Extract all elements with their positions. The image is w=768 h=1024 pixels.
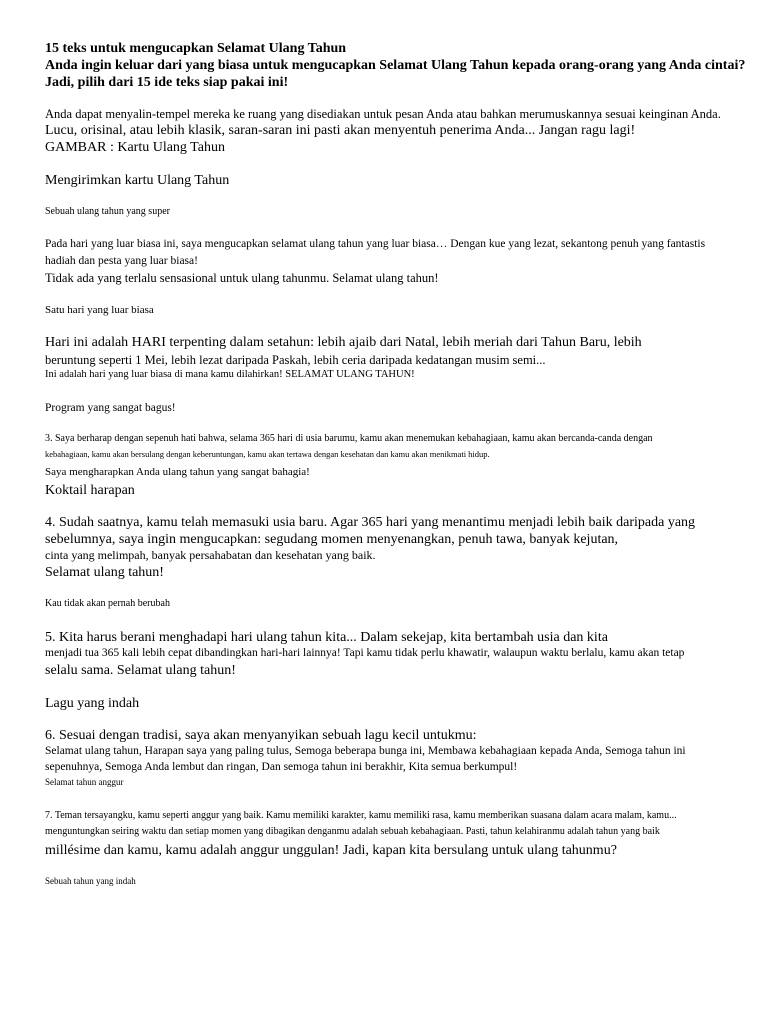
item-title: Satu hari yang luar biasa [45, 304, 154, 316]
item-text-line: Saya mengharapkan Anda ulang tahun yang sangat bahagia! [45, 466, 310, 478]
document-subtitle: Jadi, pilih dari 15 ide teks siap pakai ini! [45, 75, 289, 90]
item-title: Lagu yang indah [45, 696, 140, 711]
item-text-line: Selamat ulang tahun! [45, 565, 164, 580]
intro-paragraph: Lucu, orisinal, atau lebih klasik, saran-saran ini pasti akan menyentuh penerima Anda... Jangan ragu lagi! [45, 123, 636, 138]
item-text-line: millésime dan kamu, kamu adalah anggur unggulan! Jadi, kapan kita bersulang untuk ulang tahunmu? [45, 843, 617, 858]
item-text-line: sepenuhnya, Semoga Anda lembut dan ringan, Dan semoga tahun ini berakhir, Kita semua berkumpul! [45, 761, 518, 773]
item-title: Koktail harapan [45, 483, 135, 498]
item-text-line: Hari ini adalah HARI terpenting dalam setahun: lebih ajaib dari Natal, lebih meriah dari Tahun Baru, lebih [45, 335, 642, 350]
item-text-line: Tidak ada yang terlalu sensasional untuk ulang tahunmu. Selamat ulang tahun! [45, 271, 439, 285]
item-text-line: sebelumnya, saya ingin mengucapkan: segudang momen menyenangkan, penuh tawa, banyak kejutan, [45, 532, 619, 547]
item-text-line: 4. Sudah saatnya, kamu telah memasuki usia baru. Agar 365 hari yang menantimu menjadi lebih baik daripada yang [45, 515, 696, 530]
item-text-line: Pada hari yang luar biasa ini, saya mengucapkan selamat ulang tahun yang luar biasa… Dengan kue yang lezat, sekantong penuh yang fantastis [45, 238, 706, 250]
document-subtitle: Anda ingin keluar dari yang biasa untuk mengucapkan Selamat Ulang Tahun kepada orang-orang yang Anda cintai? [45, 58, 746, 73]
document-title: 15 teks untuk mengucapkan Selamat Ulang Tahun [45, 41, 347, 56]
item-text-line: 3. Saya berharap dengan sepenuh hati bahwa, selama 365 hari di usia barumu, kamu akan menemukan kebahagiaan, kamu akan bercanda-canda dengan [45, 433, 653, 444]
item-text-line: beruntung seperti 1 Mei, lebih lezat daripada Paskah, lebih ceria daripada kedatangan musim semi... [45, 353, 546, 367]
item-text-line: 7. Teman tersayangku, kamu seperti anggur yang baik. Kamu memiliki karakter, kamu memiliki rasa, kamu memberikan suasana dalam acara malam, kamu... [45, 810, 677, 821]
item-title: Kau tidak akan pernah berubah [45, 598, 170, 609]
item-title: Program yang sangat bagus! [45, 402, 176, 414]
item-title: Sebuah ulang tahun yang super [45, 206, 170, 217]
item-text-line: 6. Sesuai dengan tradisi, saya akan menyanyikan sebuah lagu kecil untukmu: [45, 728, 477, 743]
item-text-line: cinta yang melimpah, banyak persahabatan dan kesehatan yang baik. [45, 549, 376, 562]
item-text-line: kebahagiaan, kamu akan bersulang dengan keberuntungan, kamu akan tertawa dengan kesehatan dan kamu akan menikmati hidup. [45, 450, 490, 459]
item-title: Sebuah tahun yang indah [45, 876, 136, 886]
item-text-line: selalu sama. Selamat ulang tahun! [45, 663, 236, 678]
item-text-line: menjadi tua 365 kali lebih cepat dibandingkan hari-hari lainnya! Tapi kamu tidak perlu khawatir, walaupun waktu berlalu, kamu akan tetap [45, 647, 685, 659]
image-caption: GAMBAR : Kartu Ulang Tahun [45, 140, 225, 155]
item-text-line: Selamat ulang tahun, Harapan saya yang paling tulus, Semoga beberapa bunga ini, Membawa kebahagiaan kepada Anda, Semoga tahun ini [45, 745, 686, 757]
item-text-line: Ini adalah hari yang luar biasa di mana kamu dilahirkan! SELAMAT ULANG TAHUN! [45, 369, 415, 380]
item-title: Selamat tahun anggur [45, 777, 124, 787]
item-text-line: hadiah dan pesta yang luar biasa! [45, 255, 198, 267]
intro-paragraph: Anda dapat menyalin-tempel mereka ke ruang yang disediakan untuk pesan Anda atau bahkan merumuskannya sesuai keinginan Anda. [45, 107, 721, 121]
section-heading: Mengirimkan kartu Ulang Tahun [45, 173, 230, 188]
item-text-line: 5. Kita harus berani menghadapi hari ulang tahun kita... Dalam sekejap, kita bertambah usia dan kita [45, 630, 608, 645]
item-text-line: menguntungkan seiring waktu dan setiap momen yang dibagikan denganmu adalah sebuah kebahagiaan. Pasti, tahun kelahiranmu adalah tahun yang baik [45, 826, 660, 837]
